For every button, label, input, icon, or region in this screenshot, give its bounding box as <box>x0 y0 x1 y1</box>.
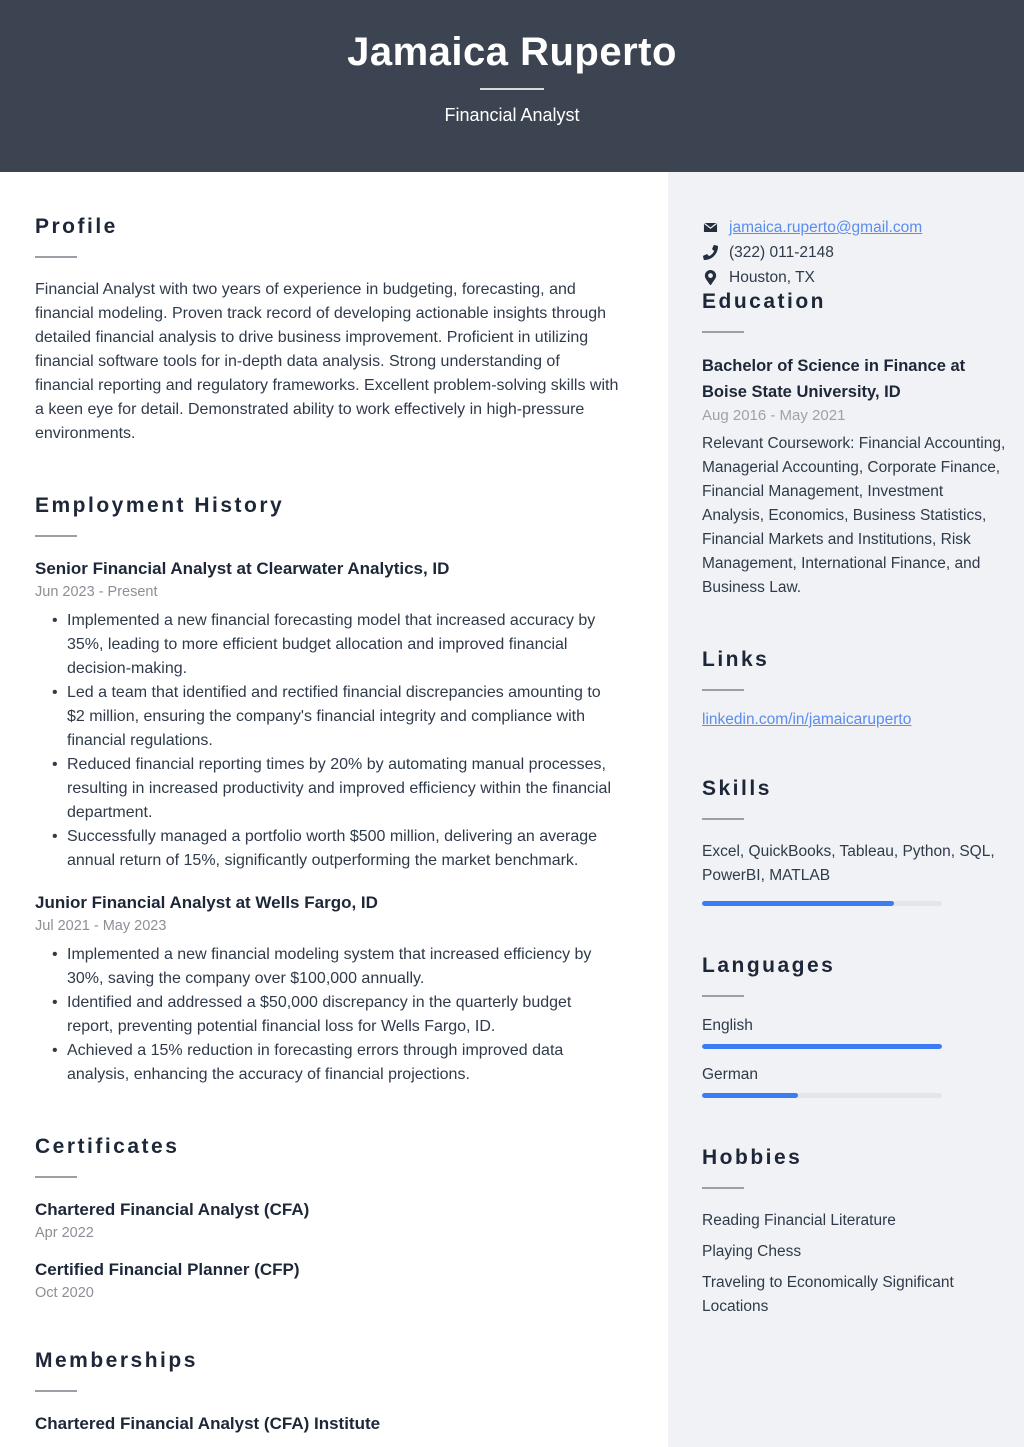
job-bullet: • Reduced financial reporting times by 20% by automating manual processes, resulting in increased productivity and improved efficiency within the financial department. <box>67 753 620 825</box>
language-progress-fill <box>702 1044 942 1049</box>
hobbies-heading: Hobbies <box>702 1146 803 1169</box>
certificate-entry <box>35 1258 620 1301</box>
job-bullet: • Successfully managed a portfolio worth $500 million, delivering an average annual return of 15%, significantly outperforming the market benchmark. <box>67 825 620 873</box>
phone-number: (322) 011-2148 <box>729 244 834 261</box>
profile-heading: Profile <box>35 215 118 238</box>
email-link[interactable]: jamaica.ruperto@gmail.com <box>729 219 923 236</box>
sidebar <box>668 172 1024 1447</box>
membership-title: Chartered Financial Analyst (CFA) Institute <box>35 1414 381 1433</box>
content-columns <box>0 172 1024 1447</box>
hobby-item: Traveling to Economically Significant Locations <box>702 1274 954 1315</box>
employment-section <box>35 494 620 1087</box>
section-rule <box>35 1390 77 1392</box>
section-rule <box>702 689 744 691</box>
header <box>0 0 1024 172</box>
main-column <box>0 172 668 1447</box>
candidate-name: Jamaica Ruperto <box>347 30 677 74</box>
section-rule <box>702 1187 744 1189</box>
language-name: English <box>702 1017 753 1034</box>
contact-email-row <box>702 215 1008 240</box>
language-progress-track <box>702 1093 942 1098</box>
certificate-date: Apr 2022 <box>35 1225 94 1241</box>
certificate-date: Oct 2020 <box>35 1285 94 1301</box>
contact-location-row <box>702 265 1008 290</box>
job-bullet: • Implemented a new financial forecasting model that increased accuracy by 35%, leading to more efficient budget allocation and improved financial decision-making. <box>67 609 620 681</box>
section-rule <box>702 995 744 997</box>
language-entry <box>702 1066 1008 1098</box>
languages-heading: Languages <box>702 954 836 977</box>
certificates-heading: Certificates <box>35 1135 180 1158</box>
education-period: Aug 2016 - May 2021 <box>702 407 846 424</box>
candidate-job-title: Financial Analyst <box>444 105 580 125</box>
header-divider <box>480 88 544 90</box>
envelope-icon <box>702 220 718 236</box>
degree-title: Bachelor of Science in Finance at Boise State University, ID <box>702 357 966 401</box>
profile-text: Financial Analyst with two years of experience in budgeting, forecasting, and financial modeling. Proven track record of developing actionable insights through detailed financial analysis to drive business improvement. Proficient in utilizing financial software tools for in-depth data analysis. Strong understanding of financial reporting and regulatory frameworks. Excellent problem-solving skills with a keen eye for detail. Demonstrated ability to work effectively in high-pressure environments. <box>35 281 619 442</box>
links-heading: Links <box>702 648 770 671</box>
language-progress-track <box>702 1044 942 1049</box>
section-rule <box>702 818 744 820</box>
map-pin-icon <box>702 270 718 286</box>
skills-progress-track <box>702 901 942 906</box>
profile-section <box>35 215 620 446</box>
skills-section <box>702 777 1008 906</box>
job-bullet: • Led a team that identified and rectified financial discrepancies amounting to $2 million, ensuring the company's financial integrity and compliance with financial regulations. <box>67 681 620 753</box>
section-rule <box>35 256 77 258</box>
language-entry <box>702 1017 1008 1049</box>
education-heading: Education <box>702 290 827 313</box>
skills-progress-fill <box>702 901 894 906</box>
language-name: German <box>702 1066 758 1083</box>
certificates-section <box>35 1135 620 1301</box>
certificate-title: Chartered Financial Analyst (CFA) <box>35 1200 310 1219</box>
education-details: Relevant Coursework: Financial Accounting, Managerial Accounting, Corporate Finance, Financial Management, Investment Analysis, Economics, Business Statistics, Financial Markets and Institutions, Risk Management, International Finance, and Business Law. <box>702 435 1006 596</box>
certificate-title: Certified Financial Planner (CFP) <box>35 1260 300 1279</box>
skills-heading: Skills <box>702 777 772 800</box>
links-section <box>702 648 1008 729</box>
linkedin-link[interactable]: linkedin.com/in/jamaicaruperto <box>702 711 912 728</box>
memberships-heading: Memberships <box>35 1349 198 1372</box>
job-entry <box>35 891 620 1087</box>
section-rule <box>35 535 77 537</box>
contact-phone-row <box>702 240 1008 265</box>
job-bullet: • Implemented a new financial modeling system that increased efficiency by 30%, saving the company over $100,000 annually. <box>67 943 620 991</box>
job-bullet: • Achieved a 15% reduction in forecasting errors through improved data analysis, enhancing the accuracy of financial projections. <box>67 1039 620 1087</box>
languages-section <box>702 954 1008 1098</box>
job-title: Senior Financial Analyst at Clearwater Analytics, ID <box>35 559 450 578</box>
certificate-entry <box>35 1198 620 1241</box>
hobby-item: Playing Chess <box>702 1243 802 1260</box>
education-section <box>702 290 1008 600</box>
job-period: Jun 2023 - Present <box>35 584 158 600</box>
section-rule <box>35 1176 77 1178</box>
employment-heading: Employment History <box>35 494 285 517</box>
hobbies-section <box>702 1146 1008 1319</box>
job-bullet-list <box>35 943 620 1087</box>
job-title: Junior Financial Analyst at Wells Fargo, ID <box>35 893 378 912</box>
contact-block <box>702 215 1008 290</box>
skills-list: Excel, QuickBooks, Tableau, Python, SQL, PowerBI, MATLAB <box>702 843 995 884</box>
language-progress-fill <box>702 1093 798 1098</box>
memberships-section <box>35 1349 620 1436</box>
job-entry <box>35 557 620 873</box>
location-text: Houston, TX <box>729 269 815 286</box>
hobby-item: Reading Financial Literature <box>702 1212 896 1229</box>
job-bullet-list <box>35 609 620 873</box>
phone-icon <box>702 245 718 261</box>
job-bullet: • Identified and addressed a $50,000 discrepancy in the quarterly budget report, preventing potential financial loss for Wells Fargo, ID. <box>67 991 620 1039</box>
job-period: Jul 2021 - May 2023 <box>35 918 167 934</box>
section-rule <box>702 331 744 333</box>
